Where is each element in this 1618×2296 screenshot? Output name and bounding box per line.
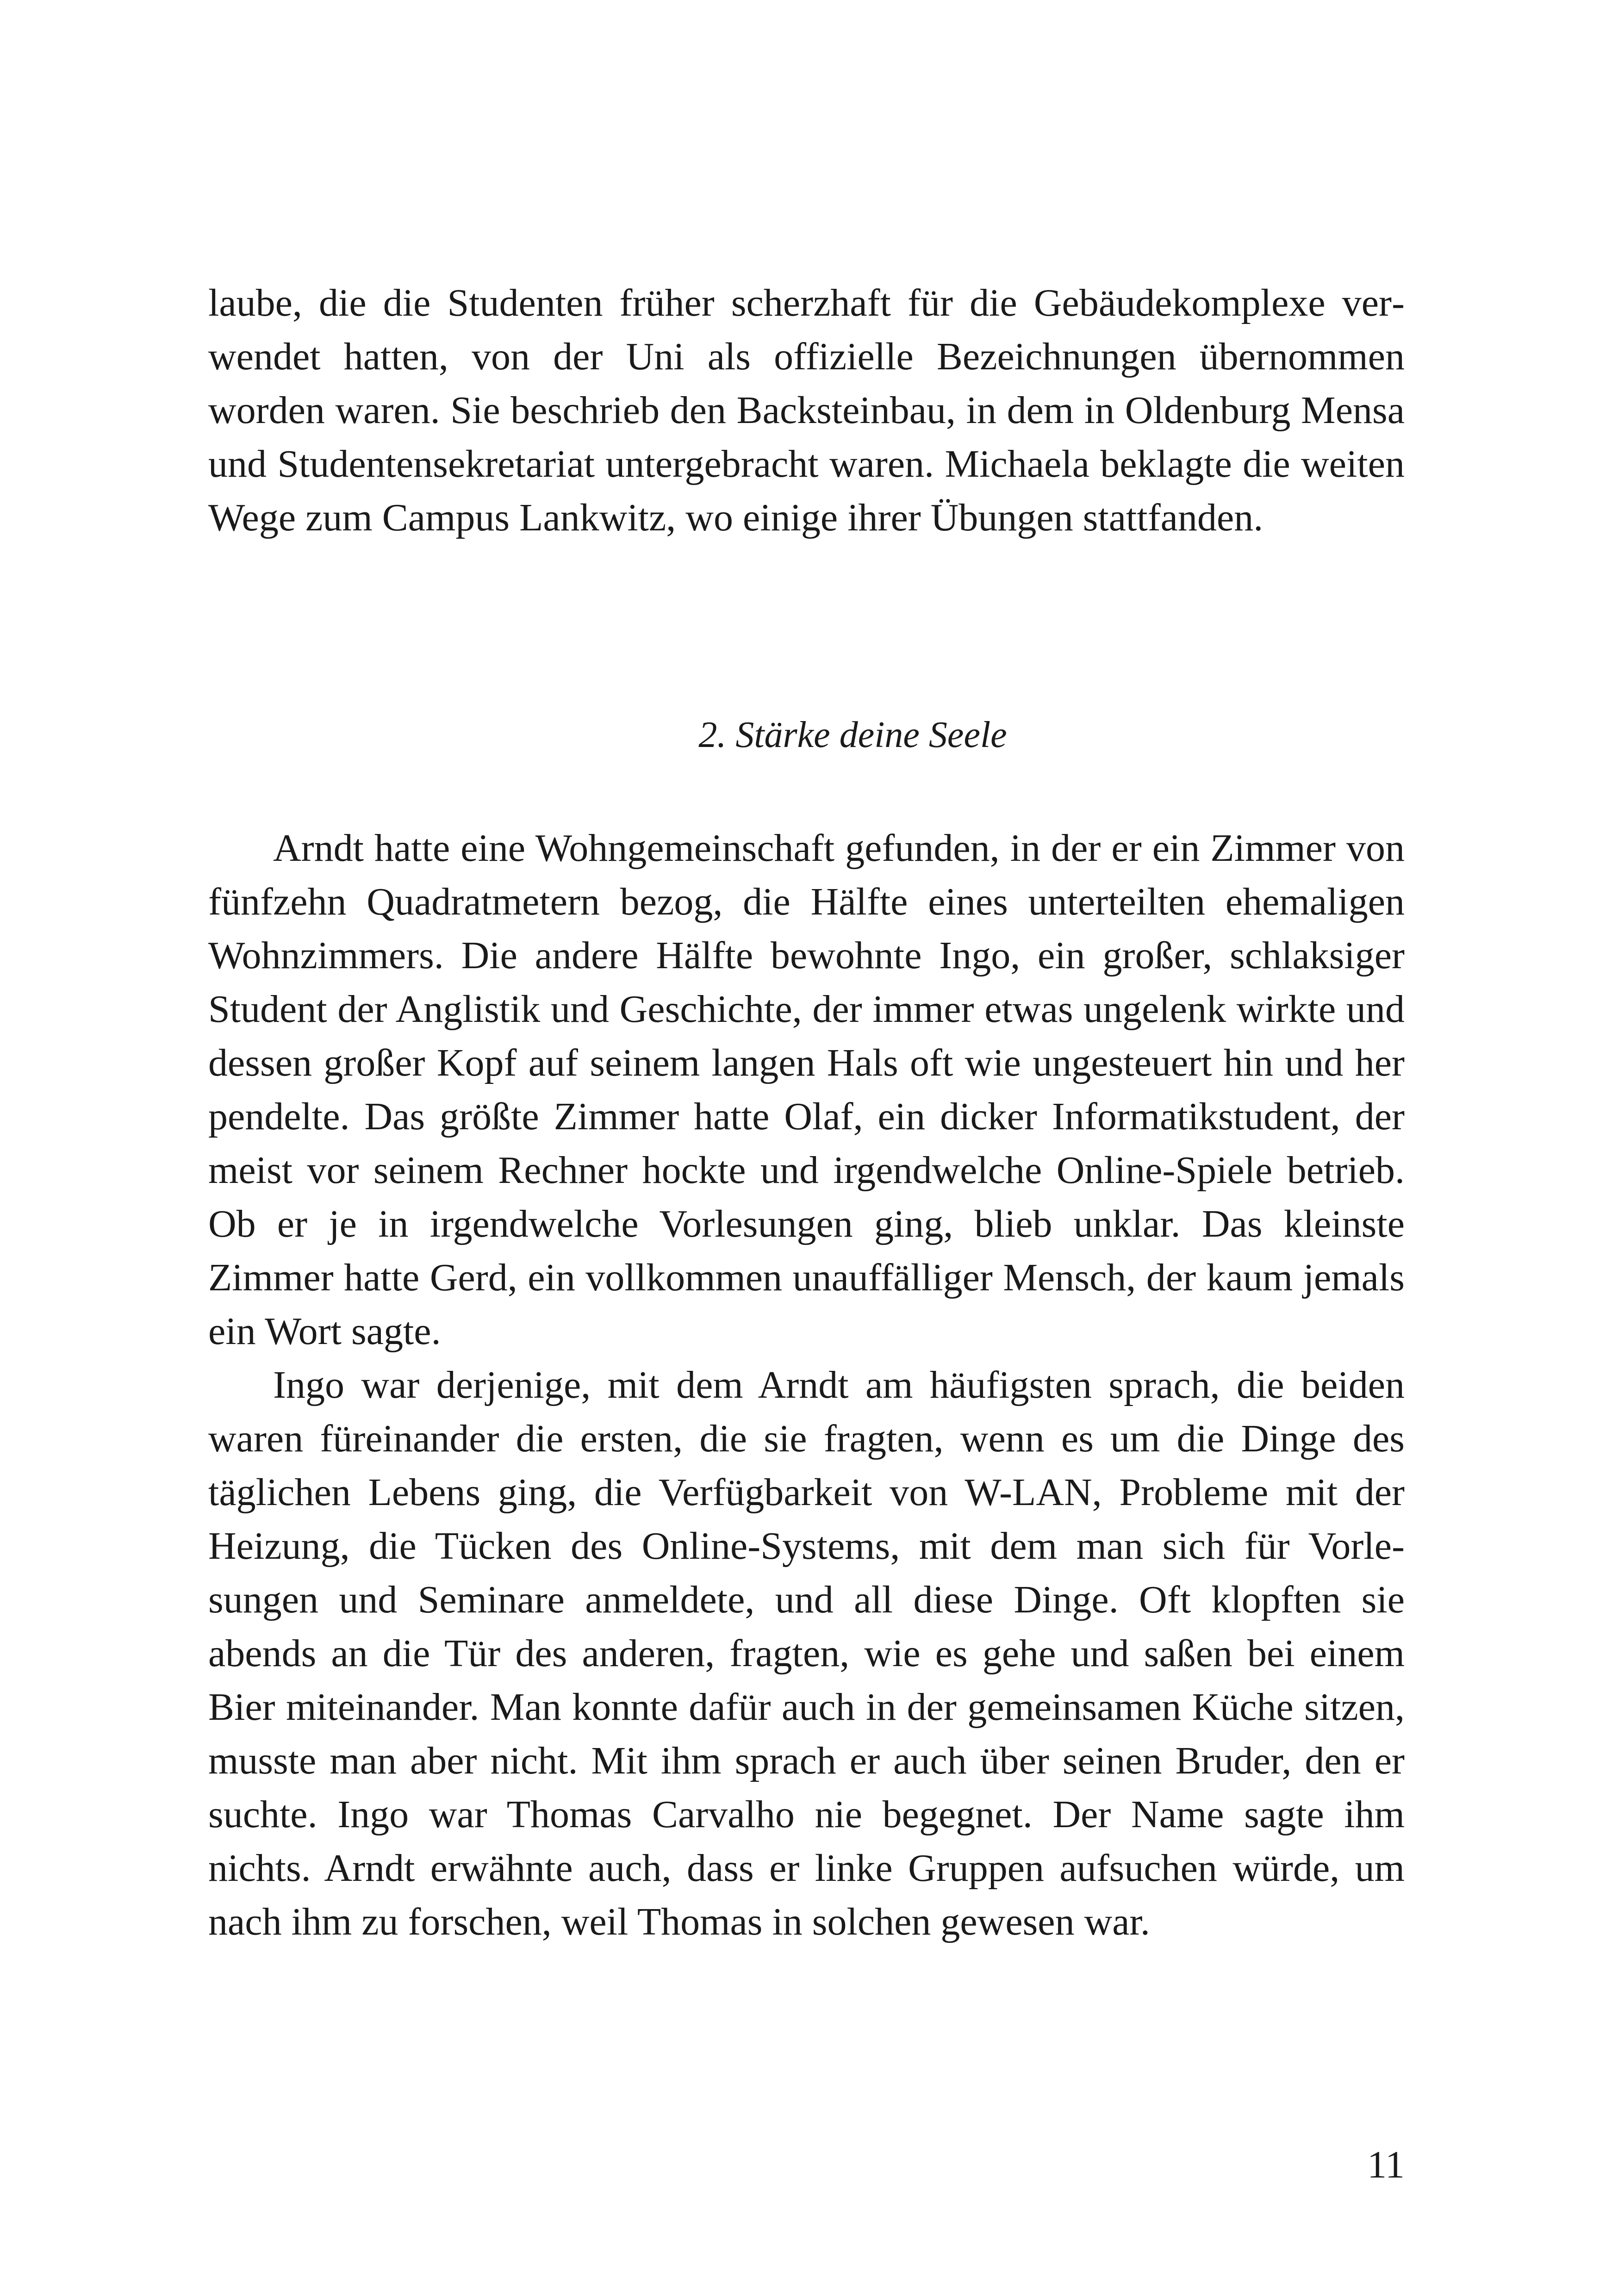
intro-text <box>208 276 1405 545</box>
chapter-title: 2. Stärke deine Seele <box>698 715 1007 755</box>
body-paragraph-2: Ingo war derjenige, mit dem Arndt am häufigsten sprach, die beiden waren füreinander die ersten, die sie fragten, wenn es um die Dinge des täglichen Lebens ging, die Verfügbarkeit von W-LAN, Probleme mit der Heizung, die Tücken des Online-Systems, mit dem man sich für Vorlesungen und Seminare anmeldete, und all diese Dinge. Oft klopften sie abends an die Tür des anderen, fragten, wie es gehe und saßen bei einem Bier miteinander. Man konnte dafür auch in der gemeinsamen Küche sitzen, musste man aber nicht. Mit ihm sprach er auch über seinen Bruder, den er suchte. Ingo war Thomas Carvalho nie begegnet. Der Name sagte ihm nichts. Arndt erwähnte auch, dass er linke Gruppen aufsuchen würde, um nach ihm zu forschen, weil Thomas in solchen gewesen war. <box>208 1363 1405 1943</box>
chapter-body <box>208 821 1405 1949</box>
body-paragraph-1: Arndt hatte eine Wohngemeinschaft gefunden, in der er ein Zimmer von fünfzehn Quadratmetern bezog, die Hälfte eines unterteilten ehemaligen Wohnzimmers. Die andere Hälfte bewohnte Ingo, ein großer, schlaksiger Student der Anglistik und Geschichte, der immer etwas ungelenk wirkte und dessen großer Kopf auf seinem langen Hals oft wie ungesteuert hin und her pendelte. Das größte Zimmer hatte Olaf, ein dicker Informatikstudent, der meist vor seinem Rechner hockte und irgendwelche Online-Spiele betrieb. Ob er je in irgendwelche Vorlesungen ging, blieb unklar. Das kleinste Zimmer hatte Gerd, ein vollkommen unauffälliger Mensch, der kaum jemals ein Wort sagte. <box>208 827 1405 1353</box>
page-number: 11 <box>1367 2143 1405 2186</box>
intro-paragraph: laube, die die Studenten früher scherzhaft für die Gebäudekomplexe verwendet hatten, von der Uni als offizielle Bezeichnungen übernommen worden waren. Sie beschrieb den Backsteinbau, in dem in Oldenburg Mensa und Studentensekretariat untergebracht waren. Michaela beklagte die weiten Wege zum Campus Lankwitz, wo einige ihrer Übungen stattfanden. <box>208 281 1405 539</box>
